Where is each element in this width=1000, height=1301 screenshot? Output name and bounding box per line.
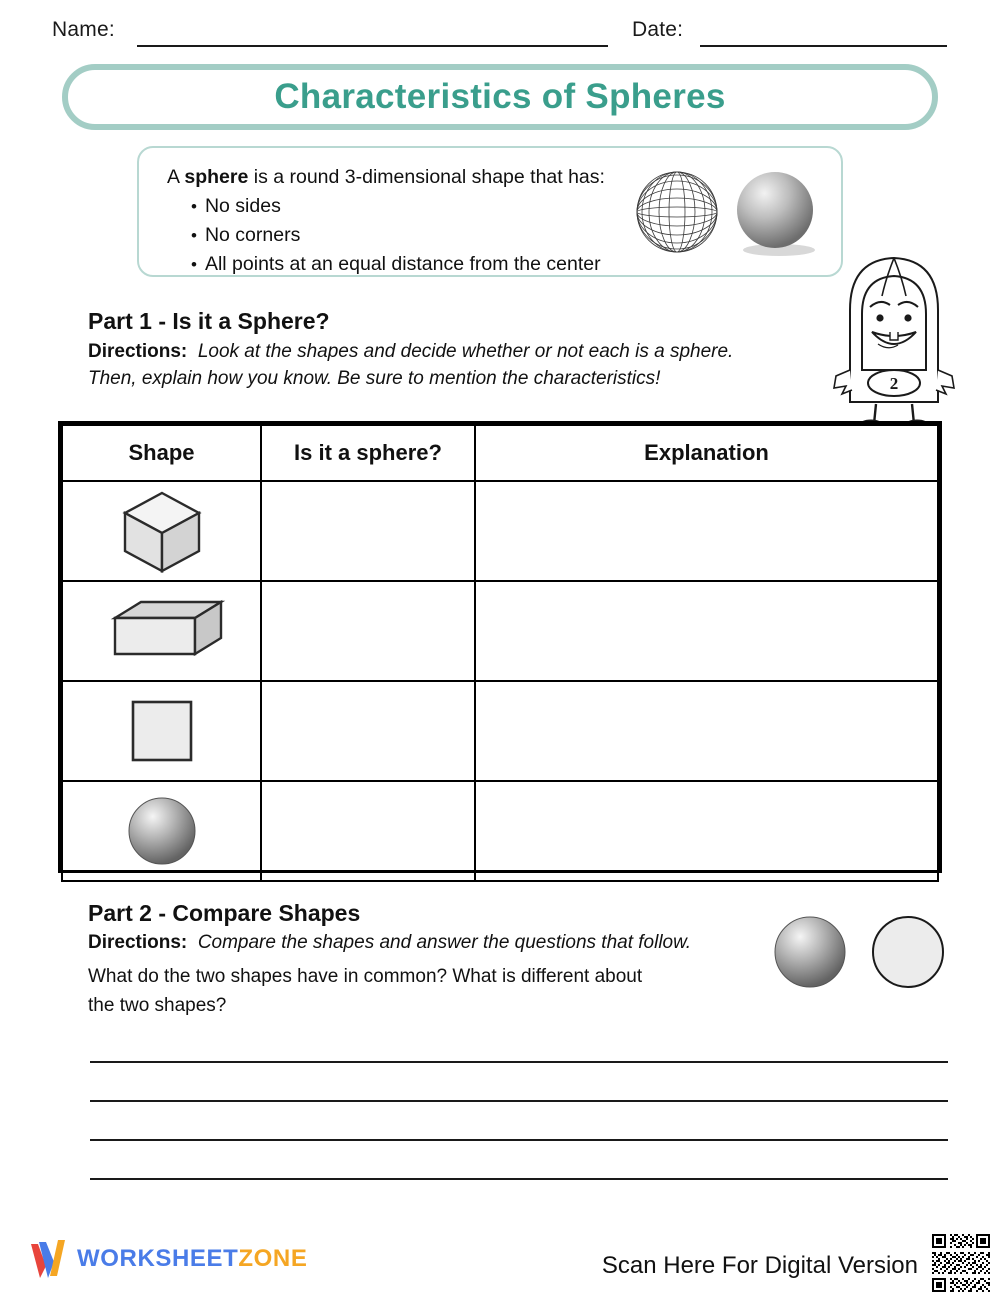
part2-question-line2: the two shapes? bbox=[88, 995, 227, 1016]
shape-cell-sphere bbox=[62, 781, 261, 881]
date-write-line[interactable] bbox=[700, 45, 947, 47]
worksheetzone-logo-icon bbox=[26, 1236, 68, 1282]
name-write-line[interactable] bbox=[137, 45, 608, 47]
definition-intro bbox=[167, 166, 605, 189]
definition-box bbox=[137, 146, 843, 277]
qr-code[interactable] bbox=[928, 1230, 994, 1296]
compare-circle-icon bbox=[873, 917, 943, 987]
mascot-eye-left bbox=[876, 314, 883, 321]
definition-term: sphere bbox=[184, 166, 249, 188]
worksheet-mascot bbox=[828, 252, 960, 428]
table-row bbox=[62, 581, 938, 681]
part2-directions bbox=[88, 932, 691, 954]
definition-figures bbox=[627, 162, 827, 262]
column-header-explanation: Explanation bbox=[475, 425, 938, 481]
compare-sphere-icon bbox=[775, 917, 845, 987]
part1-directions-line1 bbox=[88, 341, 733, 363]
shaded-sphere-icon bbox=[737, 172, 813, 248]
wireframe-sphere-icon bbox=[637, 172, 717, 252]
explanation-cell[interactable] bbox=[475, 481, 938, 581]
definition-bullet: • No sides bbox=[191, 192, 601, 221]
footer bbox=[0, 1230, 1000, 1294]
name-label: Name: bbox=[52, 18, 115, 41]
page-title: Characteristics of Spheres bbox=[274, 77, 726, 116]
rectangular-prism-icon bbox=[97, 596, 227, 666]
answer-cell[interactable] bbox=[261, 681, 475, 781]
compare-figures bbox=[768, 914, 950, 990]
mascot-eye-right bbox=[904, 314, 911, 321]
date-label: Date: bbox=[632, 18, 684, 41]
part1-directions-text1: Look at the shapes and decide whether or not each is a sphere. bbox=[197, 341, 734, 362]
mascot-badge-number: 2 bbox=[889, 374, 899, 393]
definition-bullet: • All points at an equal distance from the center bbox=[191, 250, 601, 279]
answer-cell[interactable] bbox=[261, 781, 475, 881]
definition-intro-prefix: A bbox=[167, 166, 185, 188]
sphere-identification-table bbox=[58, 421, 942, 873]
shape-cell-rectangular-prism bbox=[62, 581, 261, 681]
title-banner bbox=[62, 64, 938, 130]
table-header-row bbox=[62, 425, 938, 481]
column-header-is-sphere: Is it a sphere? bbox=[261, 425, 475, 481]
explanation-cell[interactable] bbox=[475, 581, 938, 681]
sphere-icon bbox=[122, 791, 202, 871]
answer-cell[interactable] bbox=[261, 481, 475, 581]
brand-wordmark bbox=[77, 1245, 307, 1273]
shape-cell-cube bbox=[62, 481, 261, 581]
answer-line[interactable] bbox=[90, 1139, 948, 1141]
part1-directions-line2: Then, explain how you know. Be sure to mention the characteristics! bbox=[88, 368, 661, 389]
part1-directions-label: Directions: bbox=[88, 341, 188, 362]
answer-cell[interactable] bbox=[261, 581, 475, 681]
brand-word-2: ZONE bbox=[238, 1245, 308, 1272]
brand-logo[interactable] bbox=[26, 1236, 307, 1282]
scan-prompt-text: Scan Here For Digital Version bbox=[601, 1252, 918, 1279]
shape-cell-square bbox=[62, 681, 261, 781]
definition-intro-suffix: is a round 3-dimensional shape that has: bbox=[248, 166, 605, 188]
part2-directions-label: Directions: bbox=[88, 932, 188, 953]
name-date-row bbox=[0, 16, 1000, 50]
answer-line[interactable] bbox=[90, 1178, 948, 1180]
table-row bbox=[62, 781, 938, 881]
cube-icon bbox=[117, 487, 207, 575]
definition-bullet-list bbox=[191, 192, 601, 279]
table-row bbox=[62, 681, 938, 781]
part2-directions-text: Compare the shapes and answer the questions that follow. bbox=[197, 932, 692, 953]
answer-line[interactable] bbox=[90, 1100, 948, 1102]
definition-bullet: • No corners bbox=[191, 221, 601, 250]
explanation-cell[interactable] bbox=[475, 681, 938, 781]
mascot-tooth bbox=[890, 332, 898, 340]
column-header-shape: Shape bbox=[62, 425, 261, 481]
explanation-cell[interactable] bbox=[475, 781, 938, 881]
table-row bbox=[62, 481, 938, 581]
part2-heading: Part 2 - Compare Shapes bbox=[88, 900, 361, 926]
part2-question-line1: What do the two shapes have in common? What is different about bbox=[88, 966, 643, 987]
answer-line[interactable] bbox=[90, 1061, 948, 1063]
brand-word-1: WORKSHEET bbox=[77, 1245, 239, 1272]
part1-heading: Part 1 - Is it a Sphere? bbox=[88, 308, 330, 334]
square-icon bbox=[127, 696, 197, 766]
